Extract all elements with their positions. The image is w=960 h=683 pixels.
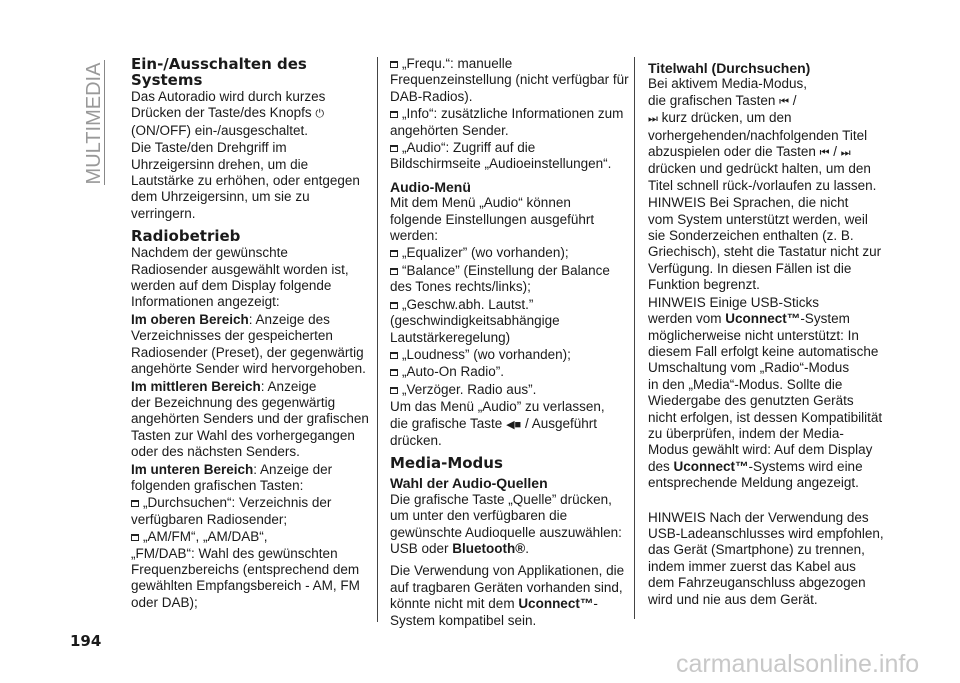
bold-text: Uconnect™ bbox=[673, 458, 749, 474]
previous-track-icon: ⏮ bbox=[779, 95, 789, 108]
paragraph bbox=[648, 295, 886, 492]
text: Bei aktivem Media-Modus, die grafischen Tasten bbox=[648, 76, 808, 108]
bullet-icon bbox=[390, 352, 398, 359]
text: „Loudness” (wo vorhanden); bbox=[402, 346, 571, 362]
text: Nachdem der gewünschte Radiosender ausgewählt worden ist, werden auf dem Display folgende Informationen angezeigt: bbox=[131, 245, 349, 310]
list-item bbox=[390, 297, 628, 346]
page-number: 194 bbox=[70, 632, 102, 650]
bold-text: Uconnect™ bbox=[725, 311, 801, 327]
text: Audio-Menü bbox=[390, 178, 471, 195]
bullet-icon bbox=[390, 250, 398, 257]
bullet-icon bbox=[390, 145, 398, 152]
bold-text: Im oberen Bereich bbox=[131, 311, 249, 327]
section-heading bbox=[390, 475, 628, 491]
section-heading bbox=[131, 228, 369, 244]
paragraph bbox=[131, 462, 369, 495]
text: „Equalizer” (wo vorhanden); bbox=[402, 245, 569, 261]
text: HINWEIS Einige USB-Sticks werden vom bbox=[648, 294, 820, 327]
back-arrow-icon: ◀■ bbox=[506, 418, 522, 431]
text: Die Taste/den Drehgriff im Uhrzeigersinn drehen, um die Lautstärke zu erhöhen, oder entgegen dem Uhrzeigersinn, um sie zu verringern. bbox=[131, 140, 360, 221]
text: (ON/OFF) ein-/ausgeschaltet. bbox=[131, 122, 309, 138]
text: “Balance” (Einstellung der Balance des Tones rechts/links); bbox=[390, 262, 610, 295]
paragraph bbox=[648, 510, 886, 608]
list-item bbox=[390, 245, 628, 261]
bold-text: Im unteren Bereich bbox=[131, 461, 254, 477]
text: kurz drücken, um den vorhergehenden/nachfolgenden Titel abzuspielen oder die Tasten bbox=[648, 110, 868, 160]
list-item bbox=[390, 56, 628, 105]
text: Um das Menü „Audio” zu verlassen, die grafische Taste bbox=[390, 399, 605, 431]
bullet-icon bbox=[131, 500, 139, 507]
bullet-icon bbox=[390, 387, 398, 394]
bold-text: Uconnect™ bbox=[518, 596, 594, 612]
text: „Info“: zusätzliche Informationen zum angehörten Sender. bbox=[390, 106, 624, 138]
text: : Anzeige der folgenden grafischen Tasten: bbox=[131, 461, 333, 493]
text: HINWEIS Nach der Verwendung des USB-Ladeanschlusses wird empfohlen, das Gerät (Smartphone) zu trennen, indem immer zuerst das Kabel aus dem Fahrzeuganschluss abgezogen wird und nie aus dem Gerät. bbox=[648, 509, 884, 607]
paragraph bbox=[390, 563, 628, 629]
paragraph bbox=[390, 195, 628, 244]
column-divider bbox=[634, 57, 635, 619]
previous-track-icon: ⏮ bbox=[819, 147, 830, 160]
text: - System kompatibel sein. bbox=[390, 596, 598, 628]
text: Titelwahl (Durchsuchen) bbox=[648, 60, 811, 76]
text: HINWEIS Bei Sprachen, die nicht vom System unterstützt werden, weil sie Sonderzeichen enthalten (z. B. Griechisch), steht die Tastatur nicht zur Verfügung. In diesen Fällen ist die Funktion begrenzt. bbox=[648, 195, 882, 293]
text: / Ausgeführt drücken. bbox=[390, 415, 597, 448]
text: Die Verwendung von Applikationen, die auf tragbaren Geräten vorhanden sind, könnte nicht mit dem bbox=[390, 563, 625, 612]
bullet-icon bbox=[390, 302, 398, 309]
list-item bbox=[131, 529, 369, 611]
paragraph bbox=[390, 492, 628, 558]
bullet-icon bbox=[390, 111, 398, 118]
text: Wahl der Audio-Quellen bbox=[390, 475, 548, 492]
section-tab-label: MULTIMEDIA bbox=[83, 62, 105, 185]
text: „AM/FM“, „AM/DAB“, „FM/DAB“: Wahl des gewünschten Frequenzbereichs (entsprechend dem gewählten Empfangsbereich - AM, FM oder DAB); bbox=[131, 529, 360, 610]
list-item bbox=[390, 140, 628, 173]
text: -System möglicherweise nicht unterstützt: In diesem Fall erfolgt keine automatische Umschaltung vom „Radio“-Modus in den „Media“-Modus. Sollte die Wiedergabe des genutzten Geräts nicht erfolgen, ist dessen Kompatibilität zu überprüfen, indem der Media- Modus gewählt wird: Auf dem Display des bbox=[648, 311, 883, 474]
list-item bbox=[390, 106, 628, 139]
column-1 bbox=[131, 56, 369, 612]
bullet-icon bbox=[131, 534, 139, 541]
next-track-icon: ⏭ bbox=[840, 147, 851, 160]
bullet-icon bbox=[390, 268, 398, 275]
section-tab bbox=[84, 60, 105, 185]
bullet-icon bbox=[390, 369, 398, 376]
power-icon: ⏻ bbox=[315, 108, 325, 121]
paragraph bbox=[131, 245, 369, 311]
section-heading bbox=[131, 56, 369, 88]
bold-text: Bluetooth® bbox=[452, 540, 526, 556]
text: „Frequ.“: manuelle Frequenzeinstellung (nicht verfügbar für DAB-Radios). bbox=[390, 56, 629, 104]
list-item bbox=[131, 495, 369, 528]
paragraph bbox=[131, 379, 369, 461]
paragraph bbox=[131, 140, 369, 222]
paragraph bbox=[131, 89, 369, 139]
text: : Anzeige der Bezeichnung des gegenwärtig angehörten Senders und der grafischen Tasten zur Wahl des vorhergegangen oder des nächsten Senders. bbox=[131, 378, 369, 460]
text: drücken und gedrückt halten, um den Titel schnell rück-/vorlaufen zu lassen. bbox=[648, 161, 877, 193]
text: Media-Modus bbox=[390, 454, 503, 473]
column-divider bbox=[377, 57, 378, 622]
list-item bbox=[390, 347, 628, 363]
list-item bbox=[390, 382, 628, 398]
list-item bbox=[390, 364, 628, 380]
column-3 bbox=[648, 56, 886, 609]
bullet-icon bbox=[390, 61, 398, 68]
text: Radiobetrieb bbox=[131, 227, 241, 246]
bold-text: Im mittleren Bereich bbox=[131, 378, 261, 394]
text: „Audio“: Zugriff auf die Bildschirmseite „Audioeinstellungen“. bbox=[390, 140, 612, 172]
section-heading bbox=[390, 179, 628, 195]
paragraph bbox=[390, 399, 628, 449]
text: Mit dem Menü „Audio“ können folgende Einstellungen ausgeführt werden: bbox=[390, 195, 595, 244]
section-heading bbox=[648, 60, 886, 76]
text: / bbox=[829, 144, 841, 160]
text: Ein-/Ausschalten des Systems bbox=[131, 55, 307, 89]
paragraph bbox=[648, 76, 886, 194]
section-heading bbox=[390, 455, 628, 471]
text: „Geschw.abh. Lautst.” (geschwindigkeitsabhängige Lautstärkeregelung) bbox=[390, 296, 560, 345]
paragraph bbox=[131, 312, 369, 378]
text: Die grafische Taste „Quelle” drücken, um unter den verfügbaren die gewünschte Audioquelle auszuwählen: USB oder bbox=[390, 491, 622, 556]
watermark: carmanualsonline.info bbox=[676, 650, 920, 678]
list-item bbox=[390, 263, 628, 296]
text: -Systems wird eine entsprechende Meldung angezeigt. bbox=[648, 458, 863, 491]
next-track-icon: ⏭ bbox=[648, 113, 658, 126]
text: „Durchsuchen“: Verzeichnis der verfügbaren Radiosender; bbox=[131, 495, 332, 527]
text: „Auto-On Radio”. bbox=[402, 364, 505, 380]
text: / bbox=[792, 92, 797, 108]
text: „Verzöger. Radio aus”. bbox=[402, 381, 537, 397]
paragraph bbox=[648, 195, 886, 293]
text: Das Autoradio wird durch kurzes Drücken der Taste/des Knopfs bbox=[131, 89, 326, 121]
column-2 bbox=[390, 56, 628, 630]
text: . bbox=[525, 540, 529, 556]
text: : Anzeige des Verzeichnisses der gespeicherten Radiosender (Preset), der gegenwärtig angehörte Sender wird hervorgehoben. bbox=[131, 311, 366, 377]
